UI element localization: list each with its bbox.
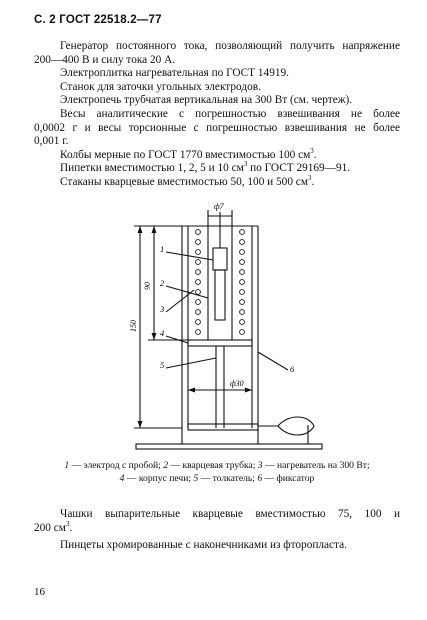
caption-num-6: 6: [257, 472, 263, 484]
caption-num-1: 1: [64, 460, 70, 471]
paragraph-scales-line3: 0,001 г.: [34, 135, 69, 148]
dim-label-150: 150: [129, 320, 138, 332]
callout-1: 1: [160, 244, 165, 254]
caption-text-3: — нагреватель на 300 Вт;: [262, 460, 370, 471]
paragraph-dishes-line1: Чашки выпарительные кварцевые вместимостью 75, 100 и: [60, 508, 400, 520]
paragraph-pipettes: [34, 162, 400, 176]
pusher-plate: [188, 424, 258, 430]
flasks-sup: 3: [310, 146, 314, 155]
caption-line-2: [120, 473, 315, 484]
paragraph-furnace: Электропечь трубчатая вертикальная на 300 Вт (см. чертеж).: [60, 94, 353, 107]
caption-num-3: 3: [257, 460, 263, 471]
electrode-rod: [215, 270, 225, 320]
paragraph-beakers: [34, 176, 400, 190]
paragraph-flasks: [34, 146, 400, 163]
caption-text-6: — фиксатор: [262, 472, 315, 484]
leader-5: [166, 358, 216, 368]
caption-text-2: — кварцевая трубка;: [168, 460, 258, 471]
caption-text-4: — корпус печи;: [124, 472, 194, 484]
fixer-bulb: [258, 417, 314, 435]
paragraph-scales-line1: Весы аналитические с погрешностью взвешивания не более: [60, 107, 400, 120]
paragraph-generator-line1: Генератор постоянного тока, позволяющий получить напряжение: [60, 40, 400, 52]
beakers-text: Стаканы кварцевые вместимостью 50, 100 и 500 см: [60, 175, 308, 188]
dim-label-bottom: ф30: [230, 379, 244, 388]
leader-1: [166, 252, 213, 260]
equipment-list: [34, 40, 400, 190]
furnace-drawing: [100, 200, 340, 462]
electrode-holder: [213, 248, 227, 270]
leader-6: [258, 352, 288, 370]
paragraph-sharpener: Станок для заточки угольных электродов.: [60, 80, 261, 93]
pipettes-sup: 3: [243, 160, 248, 169]
paragraph-dishes-line2: [34, 519, 400, 536]
figure-caption: [34, 460, 400, 485]
paragraph-scales-line2: 0,0002 г и весы торсионные с погрешностью взвешивания не более: [34, 121, 400, 134]
dishes-tail: .: [69, 521, 73, 534]
caption-num-2: 2: [163, 460, 169, 471]
base-plate: [136, 444, 322, 449]
chamber-floor: [188, 340, 252, 346]
paragraph-hotplate: Электроплитка нагревательная по ГОСТ 14919.: [60, 67, 289, 80]
caption-text-1: — электрод с пробой;: [69, 460, 164, 471]
flasks-text: Колбы мерные по ГОСТ 1770 вместимостью 100 см: [60, 148, 311, 161]
bottom-paragraphs: [34, 508, 400, 553]
dim-label-90: 90: [143, 282, 152, 290]
leader-3: [166, 290, 194, 312]
callout-4: 4: [160, 328, 165, 338]
dim-label-top: ф7: [214, 202, 224, 211]
page-number: 16: [34, 586, 45, 598]
beakers-tail: .: [311, 175, 315, 188]
flasks-tail: .: [313, 148, 317, 161]
dishes-text: 200 см: [34, 521, 66, 534]
pipettes-tail: по ГОСТ 29169—91.: [247, 162, 351, 175]
pipettes-text: Пипетки вместимостью 1, 2, 5 и 10 см: [60, 162, 244, 175]
caption-num-5: 5: [193, 472, 199, 484]
paragraph-tweezers: Пинцеты хромированные с наконечниками из фторопласта.: [60, 539, 347, 552]
leader-2: [166, 286, 208, 298]
callout-6: 6: [290, 364, 295, 374]
callout-2: 2: [160, 278, 165, 288]
paragraph-generator-line2: 200—400 В и силу тока 20 А.: [34, 53, 176, 66]
dimension-arrows: [138, 226, 253, 428]
dishes-sup: 3: [65, 519, 70, 528]
caption-text-5: — толкатель;: [198, 472, 258, 484]
beakers-sup: 3: [307, 174, 312, 183]
callout-3: 3: [160, 304, 165, 314]
caption-line-1: [64, 460, 369, 471]
caption-num-4: 4: [119, 472, 125, 484]
callout-5: 5: [160, 360, 165, 370]
page-header: С. 2 ГОСТ 22518.2—77: [34, 14, 162, 26]
